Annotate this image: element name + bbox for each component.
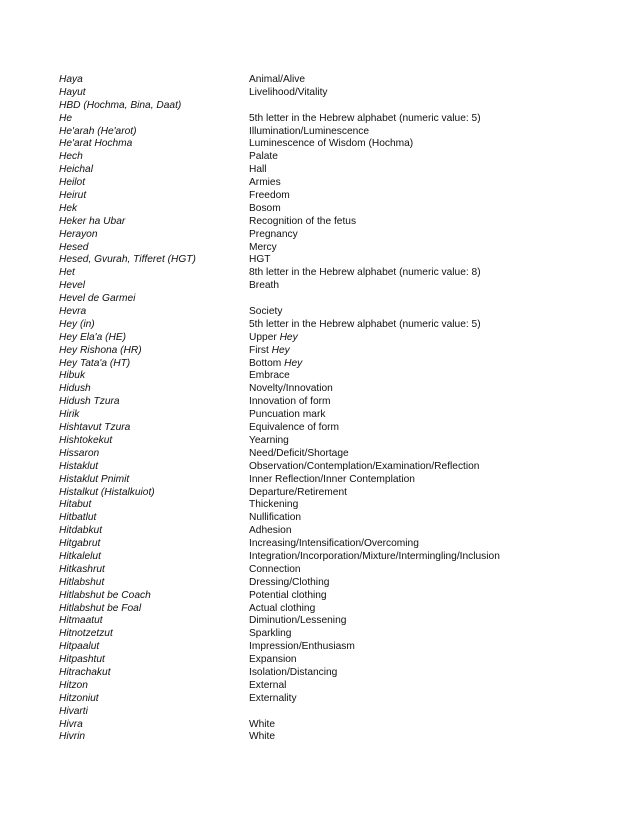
glossary-definition xyxy=(249,100,619,113)
glossary-term: Hitkalelut xyxy=(59,550,101,562)
glossary-definition xyxy=(249,254,619,267)
glossary-term: Hey Ela'a (HE) xyxy=(59,331,127,343)
glossary-term: Hitbatlut xyxy=(59,512,97,524)
glossary-definition xyxy=(249,525,619,538)
glossary-definition xyxy=(249,628,619,641)
glossary-row xyxy=(59,435,619,448)
glossary-row xyxy=(59,719,619,732)
glossary-term: Hey Rishona (HR) xyxy=(59,344,142,356)
glossary-row xyxy=(59,190,619,203)
glossary-definition xyxy=(249,87,619,100)
glossary-term: Heker ha Ubar xyxy=(59,215,126,227)
glossary-term: Haya xyxy=(59,74,83,85)
glossary-definition xyxy=(249,358,619,371)
glossary-definition xyxy=(249,499,619,512)
glossary-row xyxy=(59,203,619,216)
glossary-term: Histaklut xyxy=(59,460,99,472)
glossary-definition-text: Isolation/Distancing xyxy=(249,666,338,678)
glossary-definition xyxy=(249,267,619,280)
glossary-row xyxy=(59,370,619,383)
glossary-definition xyxy=(249,577,619,590)
glossary-row xyxy=(59,525,619,538)
glossary-definition xyxy=(249,551,619,564)
glossary-definition xyxy=(249,680,619,693)
glossary-row xyxy=(59,448,619,461)
glossary-definition xyxy=(249,293,619,306)
glossary-row xyxy=(59,242,619,255)
glossary-row xyxy=(59,615,619,628)
glossary-row xyxy=(59,564,619,577)
glossary-term: Histaklut Pnimit xyxy=(59,473,130,485)
glossary-row xyxy=(59,461,619,474)
glossary-term: Hivrin xyxy=(59,731,86,743)
glossary-term: Hitpashtut xyxy=(59,654,105,666)
glossary-term: Hissaron xyxy=(59,447,100,459)
glossary-row xyxy=(59,358,619,371)
glossary-definition-text: Connection xyxy=(249,563,301,575)
glossary-definition-text: Animal/Alive xyxy=(249,74,306,85)
glossary-term: Hitkashrut xyxy=(59,563,105,575)
glossary-definition-text: Thickening xyxy=(249,499,299,511)
glossary-definition xyxy=(249,654,619,667)
glossary-row xyxy=(59,280,619,293)
glossary-term: Hey (in) xyxy=(59,318,95,330)
glossary-term: Hitnotzetzut xyxy=(59,628,113,640)
glossary-definition-text: Observation/Contemplation/Examination/Reflection xyxy=(249,460,480,472)
glossary-definition xyxy=(249,706,619,719)
glossary-definition xyxy=(249,126,619,139)
glossary-row xyxy=(59,229,619,242)
glossary-term: Hey Tata'a (HT) xyxy=(59,357,131,369)
glossary-row xyxy=(59,706,619,719)
glossary-definition xyxy=(249,564,619,577)
glossary-definition xyxy=(249,590,619,603)
glossary-term: Hitlabshut be Coach xyxy=(59,589,151,601)
glossary-definition-text: 5th letter in the Hebrew alphabet (numeric value: 5) xyxy=(249,112,481,124)
glossary-definition-text: Departure/Retirement xyxy=(249,486,347,498)
glossary-definition xyxy=(249,306,619,319)
glossary-definition-italic: Hey xyxy=(284,357,303,369)
glossary-term: He xyxy=(59,112,73,124)
glossary-row xyxy=(59,422,619,435)
glossary-definition-text: Pregnancy xyxy=(249,228,298,240)
glossary-definition-text: Adhesion xyxy=(249,525,292,537)
glossary-definition-text: Expansion xyxy=(249,654,297,666)
glossary-row xyxy=(59,100,619,113)
glossary-row xyxy=(59,126,619,139)
glossary-definition-text: Actual clothing xyxy=(249,602,316,614)
glossary-row xyxy=(59,151,619,164)
glossary-definition xyxy=(249,216,619,229)
glossary-term: Hitzon xyxy=(59,679,88,691)
glossary-definition-text: Freedom xyxy=(249,190,290,202)
glossary-definition xyxy=(249,229,619,242)
glossary-definition-text: Palate xyxy=(249,151,278,163)
glossary-term: Hitabut xyxy=(59,499,92,511)
glossary-definition xyxy=(249,345,619,358)
glossary-definition-text: White xyxy=(249,731,276,743)
glossary-definition-text: Nullification xyxy=(249,512,302,524)
glossary-row xyxy=(59,345,619,358)
glossary-definition xyxy=(249,538,619,551)
glossary-definition xyxy=(249,448,619,461)
glossary-term: Hitrachakut xyxy=(59,666,111,678)
glossary-definition-text: Recognition of the fetus xyxy=(249,215,357,227)
glossary-term: Hitpaalut xyxy=(59,641,100,653)
glossary-definition-text: Impression/Enthusiasm xyxy=(249,641,355,653)
glossary-term: Heichal xyxy=(59,164,93,176)
glossary-definition-text: Yearning xyxy=(249,434,289,446)
glossary-term: Hek xyxy=(59,202,78,214)
glossary-row xyxy=(59,731,619,744)
glossary-row xyxy=(59,487,619,500)
glossary-term: Hirik xyxy=(59,409,80,421)
glossary-definition-text: HGT xyxy=(249,254,271,266)
glossary-definition-text: Externality xyxy=(249,692,297,704)
glossary-definition xyxy=(249,603,619,616)
glossary-row xyxy=(59,293,619,306)
glossary-term: Hishtavut Tzura xyxy=(59,422,131,434)
glossary-term: Hitmaatut xyxy=(59,615,103,627)
glossary-term: Hesed, Gvurah, Tifferet (HGT) xyxy=(59,254,196,266)
glossary-definition-text: 5th letter in the Hebrew alphabet (numeric value: 5) xyxy=(249,318,481,330)
glossary-definition-text: Need/Deficit/Shortage xyxy=(249,447,349,459)
glossary-definition-text: Integration/Incorporation/Mixture/Intermingling/Inclusion xyxy=(249,550,500,562)
glossary-definition-text: Potential clothing xyxy=(249,589,327,601)
glossary-definition xyxy=(249,177,619,190)
glossary-definition xyxy=(249,138,619,151)
glossary-definition xyxy=(249,719,619,732)
glossary-term: Hitlabshut be Foal xyxy=(59,602,142,614)
glossary-definition-text: Breath xyxy=(249,280,280,292)
glossary-definition-text: Armies xyxy=(249,177,281,189)
glossary-definition-text: Inner Reflection/Inner Contemplation xyxy=(249,473,415,485)
glossary-term: Hevra xyxy=(59,306,87,318)
glossary-term: Hivarti xyxy=(59,705,88,717)
glossary-term: Hitgabrut xyxy=(59,538,101,550)
glossary-definition-text: Equivalence of form xyxy=(249,422,340,434)
glossary-definition xyxy=(249,693,619,706)
glossary-row xyxy=(59,680,619,693)
glossary-definition-text: External xyxy=(249,679,287,691)
glossary-definition-text: Upper xyxy=(249,331,280,343)
glossary-definition xyxy=(249,280,619,293)
glossary-definition xyxy=(249,667,619,680)
glossary-definition xyxy=(249,409,619,422)
glossary-definition xyxy=(249,641,619,654)
glossary-row xyxy=(59,396,619,409)
glossary-definition-text: Illumination/Luminescence xyxy=(249,125,370,137)
glossary-definition xyxy=(249,461,619,474)
glossary-definition-text: Diminution/Lessening xyxy=(249,615,347,627)
glossary-definition-text: Innovation of form xyxy=(249,396,331,408)
glossary-row xyxy=(59,603,619,616)
glossary-definition-text: Society xyxy=(249,306,283,318)
glossary-row xyxy=(59,74,619,87)
glossary-row xyxy=(59,138,619,151)
glossary-term: Hayut xyxy=(59,86,86,98)
glossary-definition xyxy=(249,190,619,203)
glossary-definition-text: Luminescence of Wisdom (Hochma) xyxy=(249,138,414,150)
glossary-term: He'arat Hochma xyxy=(59,138,133,150)
glossary-definition-text: Puncuation mark xyxy=(249,409,326,421)
glossary-definition xyxy=(249,474,619,487)
glossary-row xyxy=(59,551,619,564)
glossary-row xyxy=(59,113,619,126)
glossary-row xyxy=(59,409,619,422)
glossary-row xyxy=(59,577,619,590)
glossary-definition xyxy=(249,319,619,332)
glossary-row xyxy=(59,693,619,706)
glossary-definition-text: Novelty/Innovation xyxy=(249,383,333,395)
glossary-definition-text: White xyxy=(249,718,276,730)
glossary-definition xyxy=(249,164,619,177)
glossary-row xyxy=(59,177,619,190)
glossary-row xyxy=(59,216,619,229)
glossary-term: Hitlabshut xyxy=(59,576,105,588)
glossary-term: Hitzoniut xyxy=(59,692,99,704)
glossary-definition xyxy=(249,487,619,500)
glossary-row xyxy=(59,512,619,525)
glossary-row xyxy=(59,267,619,280)
glossary-row xyxy=(59,654,619,667)
glossary-row xyxy=(59,332,619,345)
glossary-definition xyxy=(249,396,619,409)
glossary-definition-text: First xyxy=(249,344,272,356)
glossary-row xyxy=(59,628,619,641)
glossary-term: Herayon xyxy=(59,228,98,240)
glossary-definition-italic: Hey xyxy=(271,344,290,356)
glossary-definition xyxy=(249,113,619,126)
glossary-definition xyxy=(249,332,619,345)
glossary-definition xyxy=(249,151,619,164)
glossary-definition-text: Mercy xyxy=(249,241,277,253)
glossary-definition xyxy=(249,74,619,87)
glossary-term: Hech xyxy=(59,151,83,163)
glossary-term: Hivra xyxy=(59,718,83,730)
glossary-term: Hidush Tzura xyxy=(59,396,120,408)
glossary-row xyxy=(59,499,619,512)
glossary-term: Hishtokekut xyxy=(59,434,113,446)
glossary-row xyxy=(59,87,619,100)
glossary-definition-text: Increasing/Intensification/Overcoming xyxy=(249,538,419,550)
glossary-row xyxy=(59,383,619,396)
glossary-term: Heilot xyxy=(59,177,86,189)
glossary-row xyxy=(59,590,619,603)
glossary-definition xyxy=(249,512,619,525)
glossary-term: Hesed xyxy=(59,241,89,253)
glossary-row xyxy=(59,319,619,332)
glossary-term: Heirut xyxy=(59,190,87,202)
glossary-row xyxy=(59,538,619,551)
glossary-definition xyxy=(249,435,619,448)
glossary-definition xyxy=(249,615,619,628)
glossary-definition-text: Embrace xyxy=(249,370,290,382)
glossary-definition xyxy=(249,383,619,396)
glossary-row xyxy=(59,667,619,680)
glossary-term: Hevel de Garmei xyxy=(59,293,136,305)
glossary-definition xyxy=(249,242,619,255)
glossary-row xyxy=(59,306,619,319)
glossary-term: HBD (Hochma, Bina, Daat) xyxy=(59,99,182,111)
glossary-definition-italic: Hey xyxy=(279,331,298,343)
glossary-definition-text: Bosom xyxy=(249,202,281,214)
glossary-definition-text: Livelihood/Vitality xyxy=(249,86,328,98)
glossary-row xyxy=(59,474,619,487)
glossary-term: Hidush xyxy=(59,383,91,395)
glossary-definition-text: 8th letter in the Hebrew alphabet (numeric value: 8) xyxy=(249,267,481,279)
glossary-term: Het xyxy=(59,267,75,279)
glossary-row xyxy=(59,641,619,654)
glossary-row xyxy=(59,164,619,177)
glossary-definition-text: Dressing/Clothing xyxy=(249,576,330,588)
glossary-definition xyxy=(249,731,619,744)
glossary-definition xyxy=(249,370,619,383)
glossary-definition xyxy=(249,203,619,216)
glossary-list xyxy=(59,74,619,744)
glossary-definition-text: Sparkling xyxy=(249,628,292,640)
glossary-definition xyxy=(249,422,619,435)
glossary-term: He'arah (He'arot) xyxy=(59,125,137,137)
glossary-definition-text: Bottom xyxy=(249,357,285,369)
glossary-term: Hevel xyxy=(59,280,86,292)
glossary-definition-text: Hall xyxy=(249,164,267,176)
glossary-term: Histalkut (Histalkuiot) xyxy=(59,486,155,498)
glossary-term: Hibuk xyxy=(59,370,86,382)
glossary-term: Hitdabkut xyxy=(59,525,103,537)
glossary-row xyxy=(59,254,619,267)
